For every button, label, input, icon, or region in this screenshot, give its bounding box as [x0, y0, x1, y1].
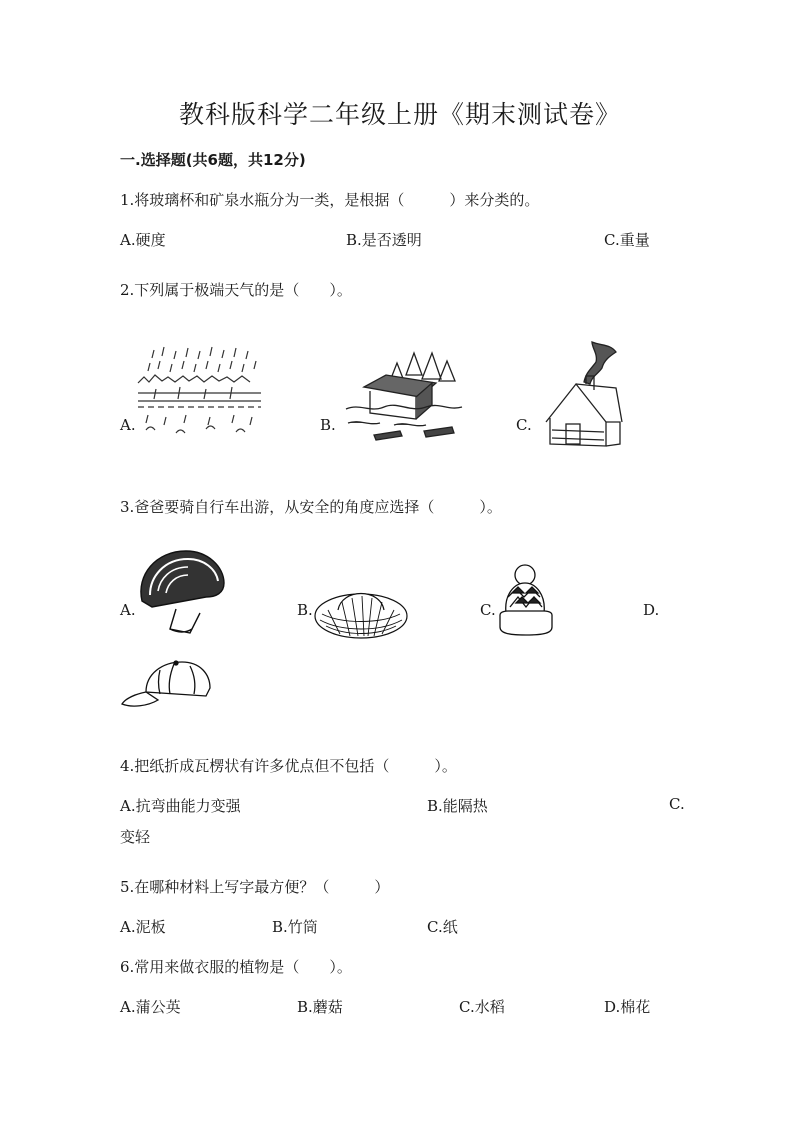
q1-option-a[interactable]: A.硬度: [120, 231, 166, 249]
q3-option-a[interactable]: A.: [120, 601, 136, 619]
q3-option-b[interactable]: B.: [297, 601, 313, 619]
q6-option-a[interactable]: A.蒲公英: [120, 998, 181, 1016]
bicycle-helmet-image: [136, 545, 228, 639]
q4-option-a[interactable]: A.抗弯曲能力变强: [120, 797, 241, 815]
q5-option-b[interactable]: B.竹筒: [272, 918, 318, 936]
q4-option-b[interactable]: B.能隔热: [427, 797, 488, 815]
q4-option-c[interactable]: C.: [669, 795, 685, 813]
q6-option-c[interactable]: C.水稻: [459, 998, 505, 1016]
section-heading: 一.选择题(共6题，共12分): [120, 151, 306, 169]
q2-option-b[interactable]: B.: [320, 416, 336, 434]
q5-option-a[interactable]: A.泥板: [120, 918, 166, 936]
q4-option-c-text: 变轻: [120, 828, 151, 846]
question-1: 1.将玻璃杯和矿泉水瓶分为一类，是根据（ ）来分类的。: [120, 191, 540, 209]
q2-option-a[interactable]: A.: [120, 416, 136, 434]
rain-scene-image: [136, 345, 264, 447]
document-title: 教科版科学二年级上册《期末测试卷》: [178, 100, 621, 129]
q3-option-d[interactable]: D.: [643, 601, 660, 619]
question-3: 3.爸爸要骑自行车出游，从安全的角度应选择（ ）。: [120, 498, 502, 516]
question-5: 5.在哪种材料上写字最方便？（ ）: [120, 878, 390, 896]
q6-option-d[interactable]: D.棉花: [604, 998, 651, 1016]
q3-option-c[interactable]: C.: [480, 601, 496, 619]
q2-option-c[interactable]: C.: [516, 416, 532, 434]
q1-option-c[interactable]: C.重量: [604, 231, 650, 249]
q5-option-c[interactable]: C.纸: [427, 918, 458, 936]
q6-option-b[interactable]: B.蘑菇: [297, 998, 343, 1016]
knit-beanie-image: [494, 563, 556, 637]
question-4: 4.把纸折成瓦楞状有许多优点但不包括（ ）。: [120, 757, 457, 775]
house-chimney-smoke-image: [540, 340, 624, 448]
question-2: 2.下列属于极端天气的是（ ）。: [120, 281, 352, 299]
baseball-cap-image: [120, 658, 216, 710]
straw-hat-image: [312, 580, 410, 642]
question-6: 6.常用来做衣服的植物是（ ）。: [120, 958, 352, 976]
q1-option-b[interactable]: B.是否透明: [346, 231, 422, 249]
flood-scene-image: [344, 345, 466, 447]
